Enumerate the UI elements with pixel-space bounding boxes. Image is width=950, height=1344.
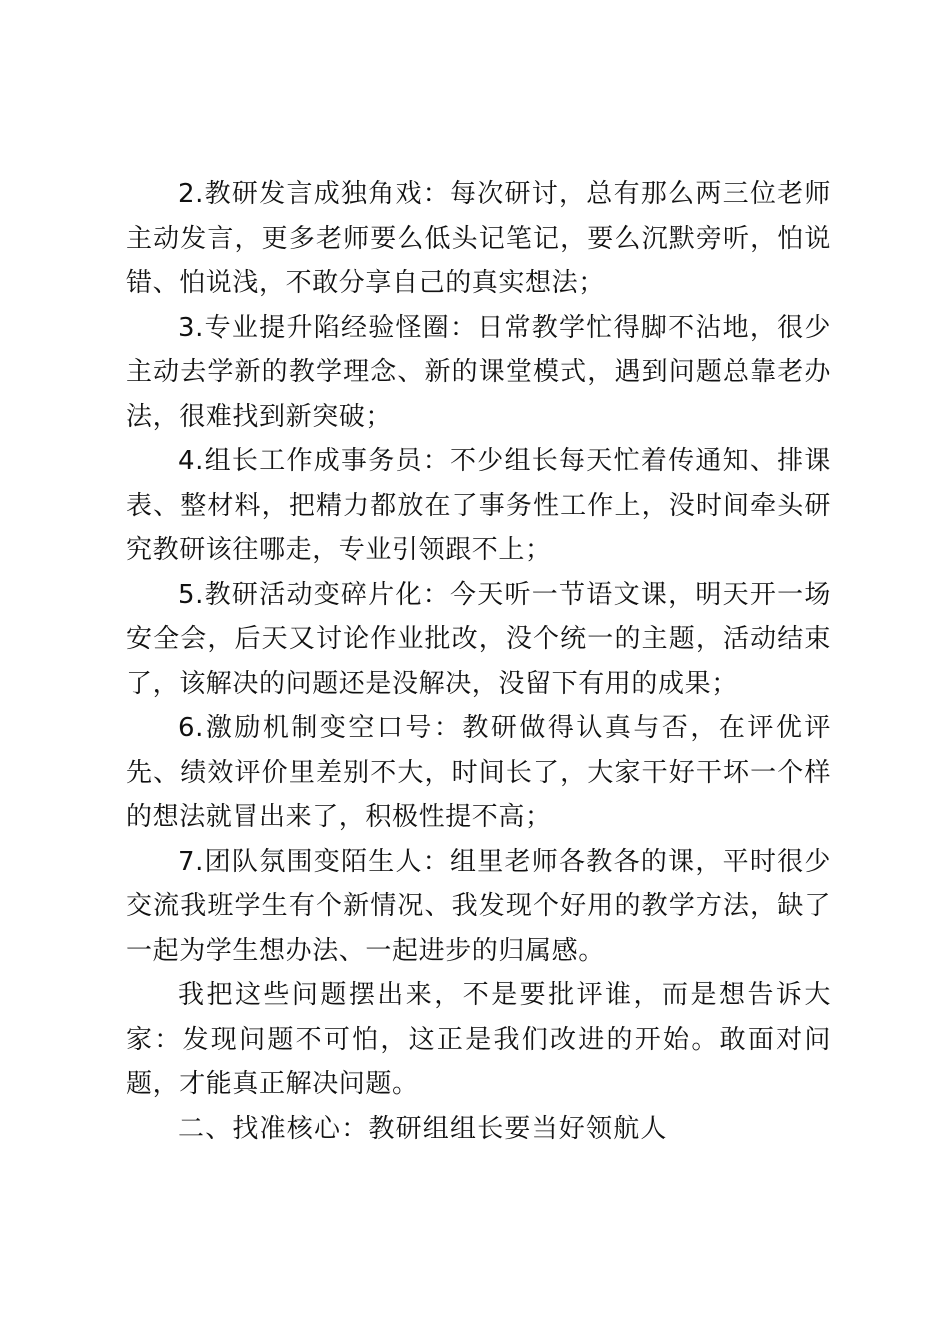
section-heading: 二、找准核心：教研组组长要当好领航人 [178, 1113, 668, 1144]
paragraph-item-5: 5.教研活动变碎片化：今天听一节语文课，明天开一场安全会，后天又讨论作业批改，没个统一的主题，活动结束了，该解决的问题还是没解决，没留下有用的成果； [126, 579, 831, 699]
paragraph-summary: 我把这些问题摆出来，不是要批评谁，而是想告诉大家：发现问题不可怕，这正是我们改进的开始。敢面对问题，才能真正解决问题。 [126, 980, 831, 1099]
paragraph-item-7: 7.团队氛围变陌生人：组里老师各教各的课，平时很少交流我班学生有个新情况、我发现个好用的教学方法，缺了一起为学生想办法、一起进步的归属感。 [126, 846, 831, 966]
document-body [126, 172, 831, 1151]
paragraph-item-6: 6.激励机制变空口号：教研做得认真与否，在评优评先、绩效评价里差别不大，时间长了，大家干好干坏一个样的想法就冒出来了，积极性提不高； [126, 713, 831, 832]
paragraph-item-2: 2.教研发言成独角戏：每次研讨，总有那么两三位老师主动发言，更多老师要么低头记笔记，要么沉默旁听，怕说错、怕说浅，不敢分享自己的真实想法； [126, 179, 831, 298]
paragraph-item-3: 3.专业提升陷经验怪圈：日常教学忙得脚不沾地，很少主动去学新的教学理念、新的课堂模式，遇到问题总靠老办法，很难找到新突破； [126, 312, 831, 432]
paragraph-item-4: 4.组长工作成事务员：不少组长每天忙着传通知、排课表、整材料，把精力都放在了事务性工作上，没时间牵头研究教研该往哪走，专业引领跟不上； [126, 446, 831, 565]
